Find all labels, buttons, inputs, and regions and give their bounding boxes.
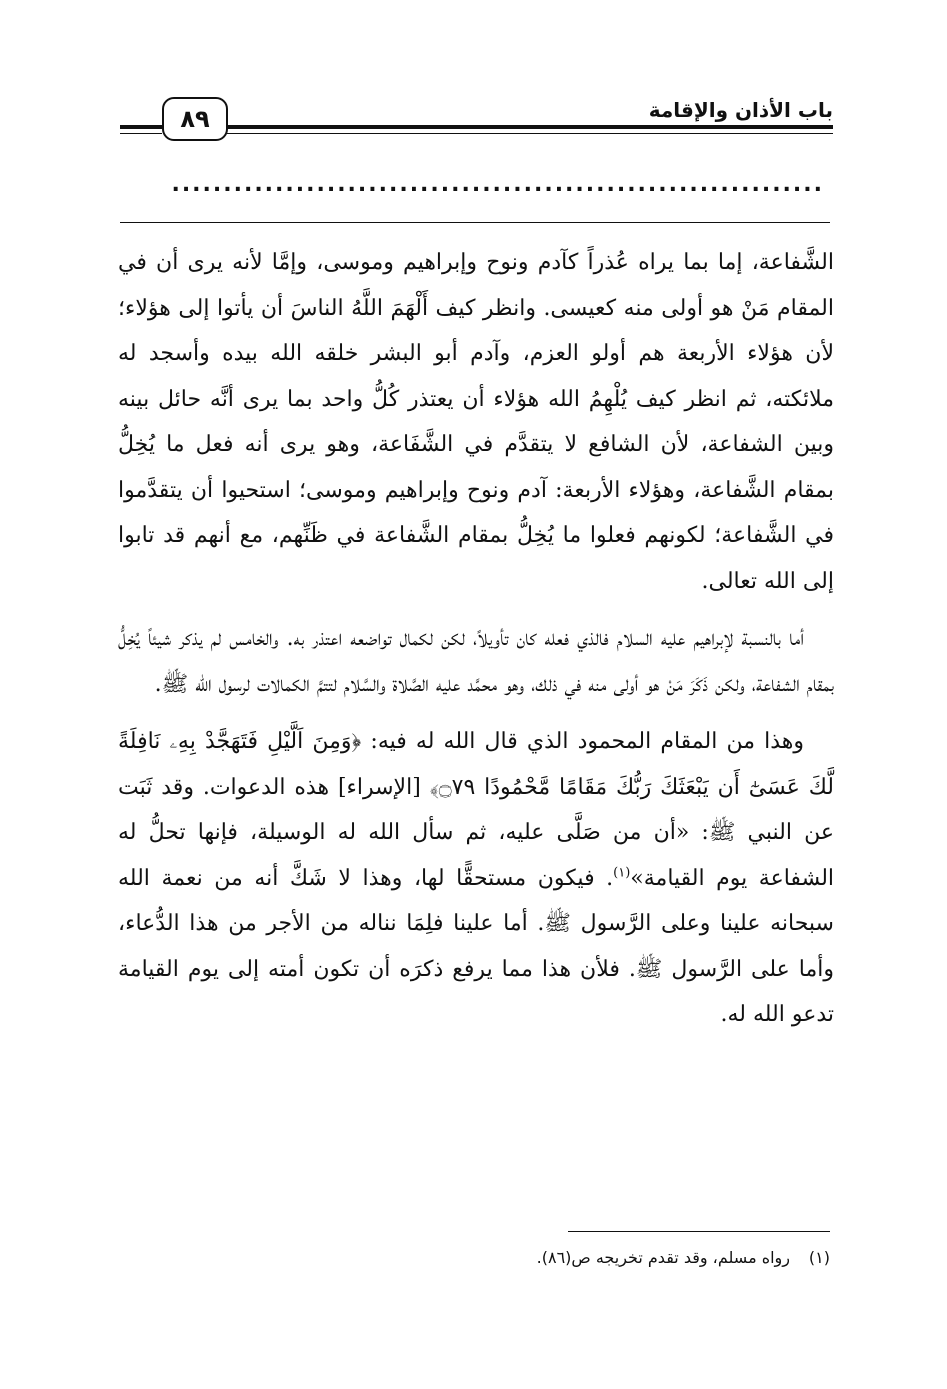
footnote-text: رواه مسلم، وقد تقدم تخريجه ص(٨٦). — [536, 1248, 790, 1267]
paragraph-1: الشَّفاعة، إما بما يراه عُذراً كآدم ونوح وإبراهيم وموسى، وإمَّا لأنه يرى أن في المقام مَنْ هو أولى منه كعيسى. وانظر كيف أَلْهَمَ اللَّهُ الناسَ أن يأتوا إلى هؤلاء؛ لأن هؤلاء الأربعة هم أولو العزم، وآدم أبو البشر خلقه الله بيده وأسجد له ملائكته، ثم انظر كيف يُلْهِمُ الله هؤلاء أن يعتذر كُلُّ واحد بما يرى أنَّه حائل بينه وبين الشفاعة، لأن الشافع لا يتقدَّم في الشَّفَاعة، وهو يرى أنه فعل ما يُخِلُّ بمقام الشَّفاعة، وهؤلاء الأربعة: آدم ونوح وإبراهيم وموسى؛ استحيوا أن يتقدَّموا في الشَّفاعة؛ لكونهم فعلوا ما يُخِلُّ بمقام الشَّفاعة في ظَنِّهم، مع أنهم قد تابوا إلى الله تعالى. — [118, 250, 835, 594]
header-rule-thick — [226, 125, 833, 129]
chapter-title: باب الأذان والإقامة — [648, 98, 833, 122]
main-text — [118, 240, 834, 1038]
footnote — [114, 1244, 830, 1272]
paragraph-3-middle: [الإسراء] هذه الدعوات. وقد ثَبَت عن النبي ﷺ: «أن من صَلَّى عليه، ثم سأل الله له الوسيلة، فإنها تحلُّ له الشفاعة يوم القيامة» — [118, 774, 835, 891]
separator-dots: ............................................................... — [171, 172, 824, 197]
footnote-number: (١) — [808, 1248, 830, 1267]
paragraph-3-end: . فيكون مستحقًّا لها، وهذا لا شَكَّ أنه من نعمة الله سبحانه علينا وعلى الرَّسول ﷺ. أما علينا فلِمَا نناله من الأجر من هذا الدُّعاء، وأما على الرَّسول ﷺ. فلأن هذا مما يرفع ذكرَه أن تكون أمته إلى يوم القيامة تدعو الله له. — [118, 865, 834, 1027]
quran-verse: ﴿وَمِنَ اَلَّيْلِ فَتَهَجَّدْ بِهِۦ نَافِلَةً لَّكَ عَسَىٰٓ أَن يَبْعَثَكَ رَبُّكَ مَقَامًا مَّحْمُودًا ۝٧٩﴾ — [118, 729, 834, 800]
paragraph-3-lead: وهذا من المقام المحمود الذي قال الله له فيه: — [361, 729, 805, 754]
footnote-reference: (١) — [613, 865, 631, 881]
running-header — [120, 96, 833, 146]
page-number: ٨٩ — [162, 97, 228, 141]
header-rule-thin — [226, 133, 833, 134]
header-rule-thick-left — [120, 125, 162, 129]
separator-rule — [120, 222, 830, 223]
paragraph-3 — [118, 719, 834, 1038]
header-rule-thin-left — [120, 133, 162, 134]
footnote-rule — [568, 1231, 830, 1232]
paragraph-2: أما بالنسبة لإبراهيم عليه السلام فالذي فعله كان تأويلاً، لكن لكمال تواضعه اعتذر به. والخامس لم يذكر شيئاً يُخِلُّ بمقام الشفاعة، ولكن ذَكَرَ مَنْ هو أولى منه في ذلك، وهو محمَّد عليه الصَّلاة والسَّلام لتتمَّ الكمالات لرسول الله ﷺ. — [118, 626, 834, 697]
